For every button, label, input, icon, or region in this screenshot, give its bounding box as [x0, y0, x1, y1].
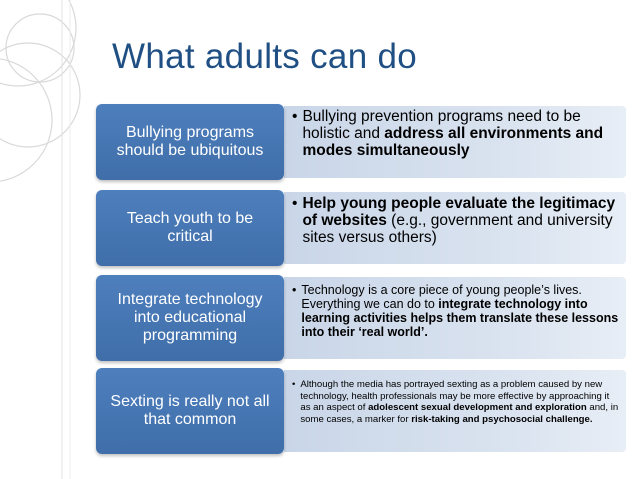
row-description: [292, 283, 620, 339]
row-label: Integrate technology into educational programming: [117, 291, 263, 344]
row-label-box: [96, 104, 284, 180]
row-description-text: [301, 283, 620, 339]
row-label-box: [96, 190, 284, 266]
text-part: and, in some cases, a marker for: [300, 402, 619, 425]
row-label: Bullying programs should be ubiquitous: [116, 124, 264, 159]
text-part: (e.g., government and university sites versus others): [302, 212, 613, 246]
row-label-box: [96, 275, 284, 361]
text-part-bold: integrate technology into learning activities helps them translate these lessons into their ‘real world’.: [301, 297, 619, 339]
row-bullying-programs: [96, 104, 626, 180]
row-description: [292, 195, 620, 246]
text-part-bold: address all environments and modes simultaneously: [302, 125, 604, 159]
bullet-icon: •: [292, 379, 296, 390]
row-label: Teach youth to be critical: [126, 210, 254, 245]
row-description-text: [300, 379, 620, 425]
row-label-box: [96, 368, 284, 454]
row-sexting: [96, 368, 626, 454]
text-part-bold: adolescent sexual development and exploration: [368, 402, 587, 414]
text-part: Although the media has portrayed sexting as a problem caused by new technology, health professionals may be more effective by approaching it as an aspect of: [300, 379, 610, 414]
row-description: [292, 108, 620, 159]
row-description-text: [302, 195, 620, 246]
page-title: What adults can do: [112, 37, 418, 76]
row-description: [292, 379, 620, 425]
bullet-icon: •: [292, 283, 297, 297]
text-part: Technology is a core piece of young people’s lives. Everything we can do to: [301, 283, 582, 311]
text-part-bold: risk-taking and psychosocial challenge.: [411, 413, 593, 425]
text-part: Bullying prevention programs need to be holistic and: [302, 108, 581, 142]
decorative-circles: [0, 0, 110, 479]
row-label: Sexting is really not all that common: [110, 393, 270, 428]
row-integrate-technology: [96, 275, 626, 361]
bullet-icon: •: [292, 108, 298, 125]
bullet-icon: •: [292, 195, 298, 212]
row-teach-youth: [96, 190, 626, 266]
row-description-text: [302, 108, 620, 159]
text-part-bold: Help young people evaluate the legitimacy of websites: [302, 195, 616, 229]
